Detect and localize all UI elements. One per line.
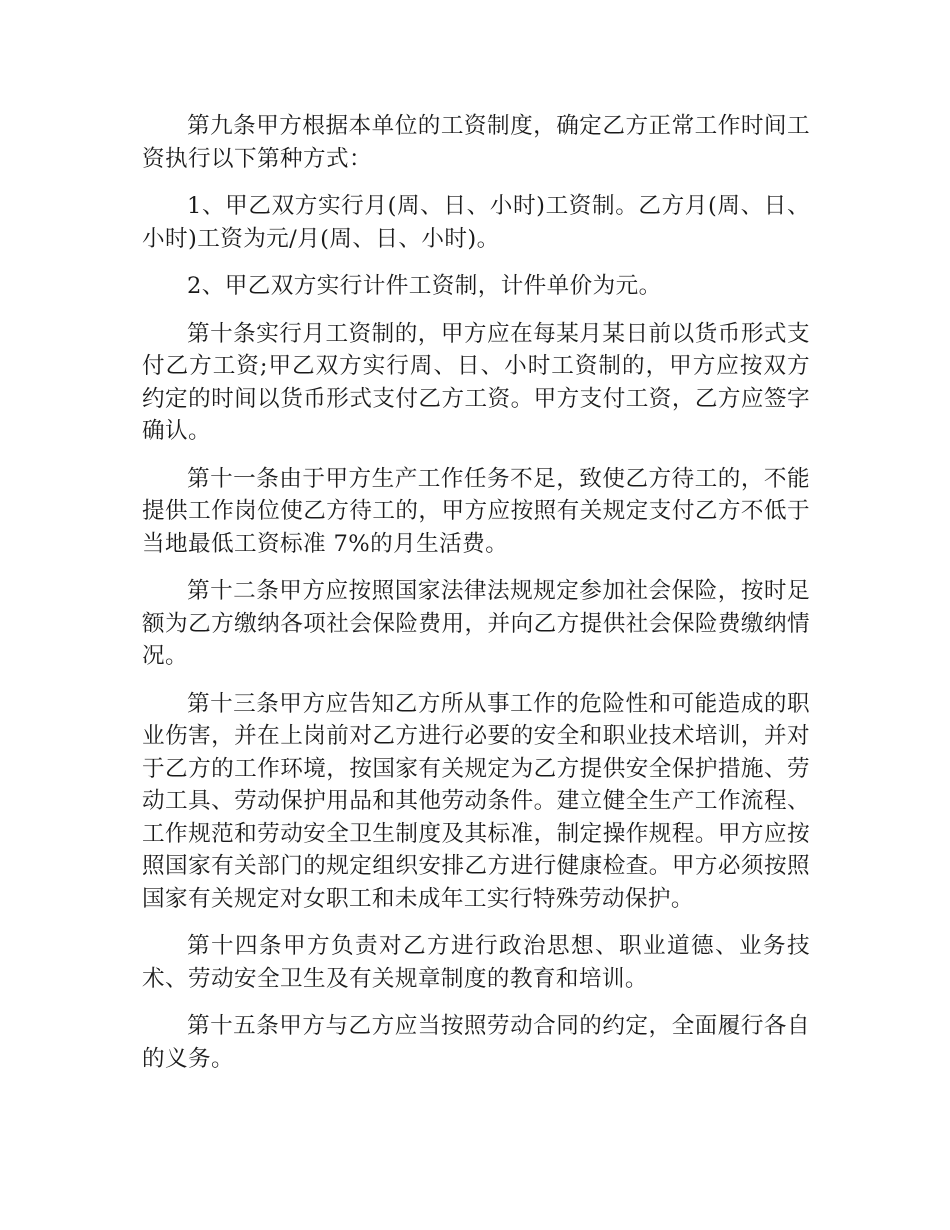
paragraph-article-9: 第九条甲方根据本单位的工资制度，确定乙方正常工作时间工资执行以下第种方式： [142, 113, 810, 172]
paragraph-article-10: 第十条实行月工资制的，甲方应在每某月某日前以货币形式支付乙方工资;甲乙双方实行周、日、小时工资制的，甲方应按双方约定的时间以货币形式支付乙方工资。甲方支付工资，乙方应签字确认。 [142, 320, 810, 444]
paragraph-article-13: 第十三条甲方应告知乙方所从事工作的危险性和可能造成的职业伤害，并在上岗前对乙方进行必要的安全和职业技术培训，并对于乙方的工作环境，按国家有关规定为乙方提供安全保护措施、劳动工具、劳动保护用品和其他劳动条件。建立健全生产工作流程、工作规范和劳动安全卫生制度及其标准，制定操作规程。甲方应按照国家有关部门的规定组织安排乙方进行健康检查。甲方必须按照国家有关规定对女职工和未成年工实行特殊劳动保护。 [142, 690, 810, 912]
paragraph-article-11: 第十一条由于甲方生产工作任务不足，致使乙方待工的，不能提供工作岗位使乙方待工的，甲方应按照有关规定支付乙方不低于当地最低工资标准 7%的月生活费。 [142, 465, 810, 557]
document-body [142, 110, 810, 1090]
paragraph-item-2: 2、甲乙双方实行计件工资制，计件单价为元。 [187, 273, 662, 299]
paragraph-item-1: 1、甲乙双方实行月(周、日、小时)工资制。乙方月(周、日、小时)工资为元/月(周、日、小时)。 [142, 193, 810, 252]
paragraph-article-14: 第十四条甲方负责对乙方进行政治思想、职业道德、业务技术、劳动安全卫生及有关规章制度的教育和培训。 [142, 933, 810, 992]
paragraph-article-12: 第十二条甲方应按照国家法律法规规定参加社会保险，按时足额为乙方缴纳各项社会保险费用，并向乙方提供社会保险费缴纳情况。 [142, 578, 810, 669]
paragraph-article-15: 第十五条甲方与乙方应当按照劳动合同的约定，全面履行各自的义务。 [142, 1013, 810, 1072]
